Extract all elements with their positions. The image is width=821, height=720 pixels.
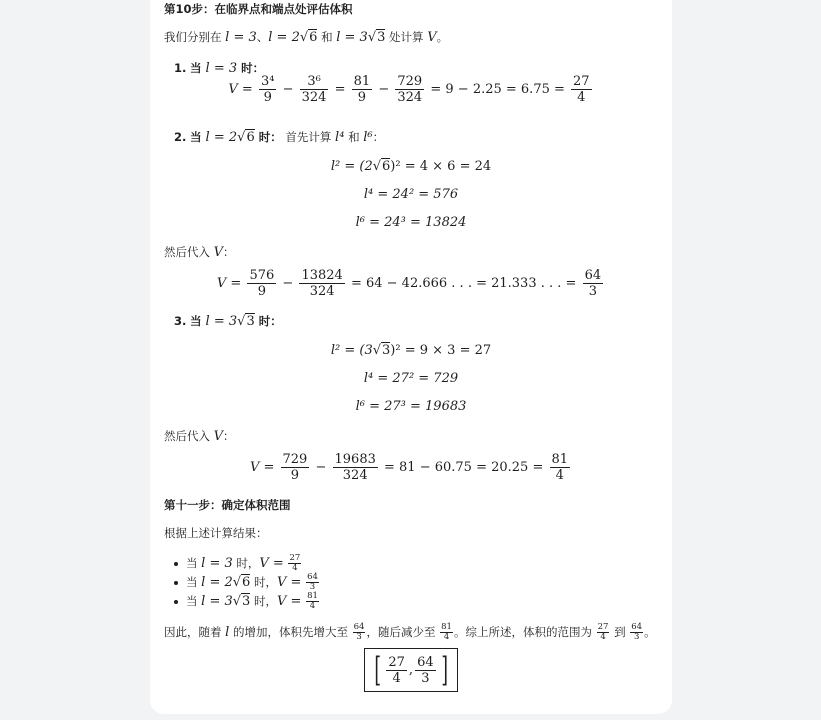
sqrt-symbol: √6 bbox=[232, 575, 251, 590]
bullet-l: l = 3 bbox=[201, 556, 233, 571]
radicand: 3 bbox=[382, 343, 391, 358]
case-when: 当 bbox=[190, 130, 206, 144]
conclusion-text: 因此，随着 bbox=[164, 625, 226, 639]
numerator: 64 bbox=[584, 268, 602, 283]
case2-equation bbox=[164, 268, 658, 299]
denominator: 324 bbox=[309, 284, 335, 299]
case-colon: ： bbox=[372, 130, 385, 144]
conclusion bbox=[164, 623, 656, 642]
case-time: 时： bbox=[254, 314, 282, 328]
denominator: 4 bbox=[309, 601, 316, 611]
step10-intro bbox=[164, 30, 448, 45]
case3-line2: l⁴ = 27² = 729 bbox=[363, 371, 459, 386]
numerator: 81 bbox=[307, 591, 318, 601]
denominator: 324 bbox=[342, 468, 368, 483]
case-l: l = 3 bbox=[205, 61, 238, 76]
bullet-2 bbox=[174, 573, 320, 592]
bullet-when: 当 bbox=[186, 575, 202, 589]
math-text: l² = (2 bbox=[330, 159, 373, 174]
numerator: 81 bbox=[353, 74, 371, 89]
radicand: 6 bbox=[242, 575, 251, 590]
radicand: 6 bbox=[246, 130, 255, 145]
sqrt-symbol: √6 bbox=[237, 130, 255, 145]
denominator: 9 bbox=[290, 468, 300, 483]
fraction bbox=[386, 655, 407, 686]
case-l: l = 3 bbox=[205, 314, 238, 329]
intro-l1: l = 3 bbox=[225, 30, 257, 45]
numerator: 729 bbox=[397, 74, 423, 89]
denominator: 4 bbox=[555, 468, 564, 483]
case-l: l = 2 bbox=[205, 130, 238, 145]
denominator: 4 bbox=[577, 90, 586, 105]
intro-l3: l = 3 bbox=[336, 30, 368, 45]
fraction bbox=[281, 452, 310, 483]
intro-l2: l = 2 bbox=[268, 30, 300, 45]
numerator: 729 bbox=[282, 452, 308, 467]
sub-v: V bbox=[213, 429, 224, 444]
operator: − bbox=[282, 82, 294, 97]
case-more: 首先计算 bbox=[285, 130, 336, 144]
fraction bbox=[353, 623, 366, 642]
case-number: 1. bbox=[174, 61, 187, 75]
right-bracket: ] bbox=[440, 650, 448, 690]
radicand: 3 bbox=[377, 30, 386, 45]
case-when: 当 bbox=[190, 61, 206, 75]
intro-text: 我们分别在 bbox=[164, 30, 226, 44]
fraction bbox=[333, 452, 378, 483]
eq-lhs: V = bbox=[216, 276, 242, 291]
math-text: l² = (3 bbox=[330, 343, 373, 358]
case2-substitute bbox=[164, 245, 235, 260]
conclusion-l: l bbox=[225, 625, 230, 640]
step11-intro: 根据上述计算结果： bbox=[164, 526, 268, 540]
conclusion-text: 。综上所述，体积的范围为 bbox=[453, 625, 596, 639]
denominator: 4 bbox=[600, 632, 606, 642]
case-time: 时： bbox=[237, 61, 265, 75]
sub-colon: ： bbox=[223, 245, 235, 259]
denominator: 3 bbox=[633, 632, 640, 642]
radicand: 3 bbox=[242, 594, 251, 609]
bullet-1 bbox=[174, 554, 302, 573]
comma: , bbox=[408, 662, 414, 678]
step11-heading: 第十一步：确定体积范围 bbox=[164, 498, 291, 512]
fraction bbox=[571, 74, 592, 105]
numerator: 13824 bbox=[301, 268, 343, 283]
case-number: 3. bbox=[174, 314, 187, 328]
eq-rest: = 81 − 60.75 = 20.25 = bbox=[384, 460, 544, 475]
intro-v: V bbox=[427, 30, 437, 45]
numerator: 19683 bbox=[334, 452, 376, 467]
bullet-time: 时， bbox=[250, 594, 277, 608]
sqrt-symbol: √3 bbox=[367, 30, 386, 45]
bullet-when: 当 bbox=[186, 594, 202, 608]
case-l6: l⁶ bbox=[363, 130, 373, 145]
bullet-when: 当 bbox=[186, 556, 202, 570]
bullet-v: V = bbox=[276, 575, 302, 590]
intro-post: 处计算 bbox=[385, 30, 428, 44]
case3-line1 bbox=[164, 343, 658, 358]
numerator: 27 bbox=[289, 553, 301, 563]
case2-line1 bbox=[164, 159, 658, 174]
case1-equation bbox=[164, 74, 658, 105]
conclusion-text: ，随后减少至 bbox=[366, 625, 440, 639]
case3-substitute bbox=[164, 429, 235, 444]
fraction bbox=[352, 74, 373, 105]
denominator: 3 bbox=[309, 582, 316, 592]
numerator: 64 bbox=[631, 622, 643, 632]
fraction bbox=[630, 623, 643, 642]
left-bracket: [ bbox=[374, 650, 382, 690]
case-l4: l⁴ bbox=[335, 130, 345, 145]
numerator: 3⁴ bbox=[260, 74, 275, 89]
bullet-l: l = 2 bbox=[201, 575, 233, 590]
fraction bbox=[395, 74, 424, 105]
denominator: 3 bbox=[356, 632, 362, 642]
case2-label bbox=[174, 130, 384, 145]
denominator: 324 bbox=[301, 90, 327, 105]
fraction bbox=[259, 74, 276, 105]
case-time: 时： bbox=[254, 130, 282, 144]
denominator: 4 bbox=[443, 632, 450, 642]
numerator: 64 bbox=[307, 572, 318, 582]
numerator: 3⁶ bbox=[300, 74, 329, 90]
numerator: 27 bbox=[388, 654, 405, 670]
case2-line3: l⁶ = 24³ = 13824 bbox=[355, 215, 467, 230]
fraction bbox=[583, 268, 604, 299]
intro-end: 。 bbox=[436, 30, 449, 44]
answer-box bbox=[364, 648, 458, 692]
case-when: 当 bbox=[190, 314, 206, 328]
bullet-time: 时， bbox=[232, 556, 260, 570]
math-text: )² = 9 × 3 = 27 bbox=[390, 343, 492, 358]
conclusion-text: 。 bbox=[644, 625, 656, 639]
eq-rest: = 9 − 2.25 = 6.75 = bbox=[430, 82, 565, 97]
sqrt-symbol: √6 bbox=[299, 30, 318, 45]
numerator: 64 bbox=[417, 654, 434, 670]
sub-colon: ： bbox=[223, 429, 235, 443]
sub-v: V bbox=[213, 245, 224, 260]
sub-text: 然后代入 bbox=[164, 429, 214, 443]
radicand: 6 bbox=[309, 30, 318, 45]
step10-heading: 第10步：在临界点和端点处评估体积 bbox=[164, 2, 353, 16]
operator: − bbox=[315, 460, 327, 475]
fraction bbox=[306, 573, 319, 592]
denominator: 9 bbox=[357, 90, 367, 105]
eq-rest: = 64 − 42.666 . . . = 21.333 . . . = bbox=[350, 276, 577, 291]
radicand: 3 bbox=[246, 314, 255, 329]
fraction bbox=[299, 268, 344, 299]
case-and: 和 bbox=[344, 130, 364, 144]
fraction bbox=[300, 74, 329, 105]
denominator: 3 bbox=[421, 670, 430, 686]
fraction bbox=[550, 452, 571, 483]
bullet-3 bbox=[174, 592, 320, 611]
denominator: 9 bbox=[257, 284, 266, 299]
case-number: 2. bbox=[174, 130, 187, 144]
operator: = bbox=[334, 82, 346, 97]
bullet-v: V = bbox=[259, 556, 284, 571]
radicand: 6 bbox=[382, 159, 391, 174]
math-text: )² = 4 × 6 = 24 bbox=[390, 159, 492, 174]
sqrt-symbol: √3 bbox=[237, 314, 255, 329]
sqrt-symbol: √6 bbox=[372, 159, 391, 174]
intro-and: 和 bbox=[317, 30, 337, 44]
denominator: 3 bbox=[588, 284, 597, 299]
intro-sep: 、 bbox=[256, 30, 269, 44]
denominator: 324 bbox=[397, 90, 423, 105]
bullet-l: l = 3 bbox=[201, 594, 233, 609]
denominator: 9 bbox=[263, 90, 272, 105]
case3-label bbox=[174, 314, 282, 329]
answer-card bbox=[150, 0, 672, 714]
bullet-time: 时， bbox=[250, 575, 277, 589]
operator: − bbox=[378, 82, 390, 97]
eq-lhs: V = bbox=[228, 82, 253, 97]
numerator: 81 bbox=[551, 452, 569, 467]
numerator: 27 bbox=[597, 622, 609, 632]
sqrt-symbol: √3 bbox=[232, 594, 251, 609]
bullet-dot bbox=[174, 562, 178, 566]
fraction bbox=[597, 623, 610, 642]
numerator: 81 bbox=[441, 622, 452, 632]
conclusion-text: 的增加，体积先增大至 bbox=[229, 625, 352, 639]
fraction bbox=[440, 623, 453, 642]
eq-lhs: V = bbox=[249, 460, 275, 475]
fraction bbox=[288, 554, 301, 573]
case3-line3: l⁶ = 27³ = 19683 bbox=[355, 399, 467, 414]
final-answer bbox=[164, 648, 658, 692]
denominator: 4 bbox=[292, 563, 298, 573]
fraction bbox=[415, 655, 436, 686]
denominator: 4 bbox=[392, 670, 401, 686]
conclusion-text: 到 bbox=[610, 625, 630, 639]
case2-line2: l⁴ = 24² = 576 bbox=[363, 187, 459, 202]
operator: − bbox=[282, 276, 294, 291]
fraction bbox=[247, 268, 276, 299]
bullet-dot bbox=[174, 600, 178, 604]
fraction bbox=[306, 592, 319, 611]
numerator: 27 bbox=[573, 74, 590, 89]
sub-text: 然后代入 bbox=[164, 245, 214, 259]
bullet-dot bbox=[174, 581, 178, 585]
case3-equation bbox=[164, 452, 658, 483]
numerator: 64 bbox=[353, 622, 365, 632]
sqrt-symbol: √3 bbox=[372, 343, 391, 358]
numerator: 576 bbox=[249, 268, 275, 283]
bullet-v: V = bbox=[276, 594, 302, 609]
